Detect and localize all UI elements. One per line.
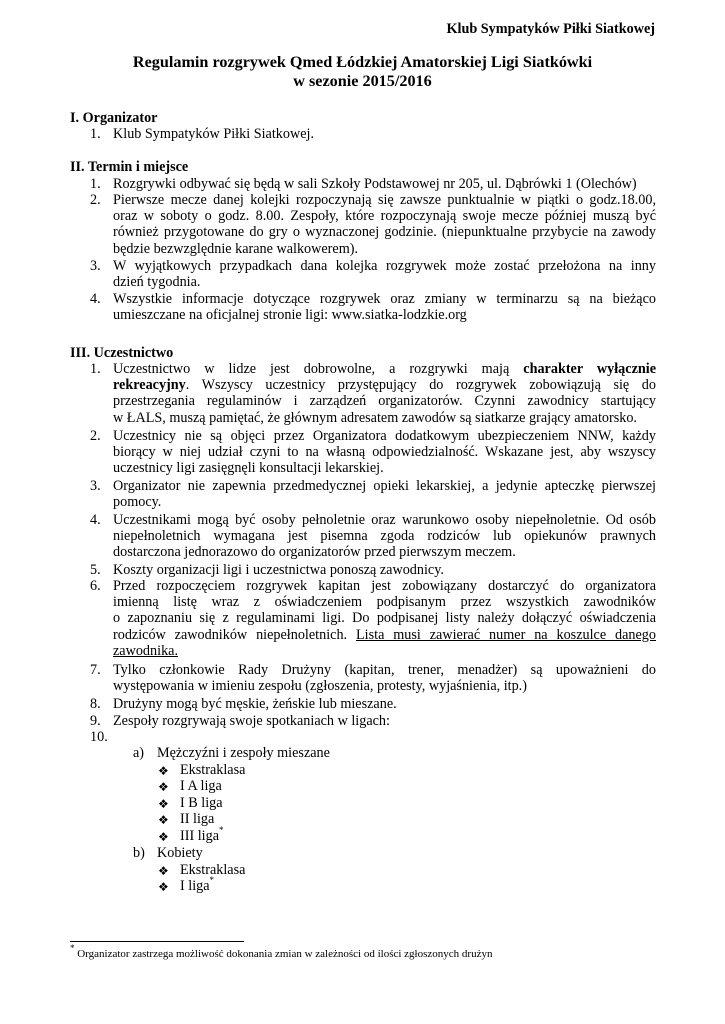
item-text-line: dostarczona jednorazowo do organizatorów przed pierwszym meczem. — [113, 544, 516, 561]
diamond-bullet-icon: ❖ — [158, 830, 169, 844]
diamond-bullet-icon: ❖ — [158, 864, 169, 878]
diamond-bullet-icon: ❖ — [158, 764, 169, 778]
list-item — [90, 428, 656, 477]
club-header: Klub Sympatyków Piłki Siatkowej — [446, 21, 655, 37]
league-item: II liga — [180, 811, 215, 827]
league-name: III liga — [180, 828, 219, 844]
league-item — [180, 825, 224, 844]
league-item: Ekstraklasa — [180, 862, 246, 878]
list-item — [90, 578, 656, 659]
item-text-line: Uczestnikami mogą być osoby pełnoletnie oraz warunkowo osoby niepełnoletnie. Od osób — [113, 512, 656, 528]
item-text-line: będzie bezwzględnie karane walkowerem). — [113, 240, 358, 257]
bold-text: rekreacyjny — [113, 377, 186, 394]
list-item — [90, 662, 656, 694]
section-heading-date-place: II. Termin i miejsce — [70, 159, 189, 175]
item-text-line: o zapoznaniu się z regulaminami ligi. Do podpisanej listy należy dołączyć oświadczenia — [113, 610, 656, 627]
item-text-line: występowania w imieniu zespołu (zgłoszenia, protesty, wyjaśnienia, itp.) — [113, 678, 527, 695]
league-item: I A liga — [180, 778, 222, 794]
item-text-line: Organizator nie zapewnia przedmedycznej opieki lekarskiej, a jedynie apteczkę pierwszej — [113, 478, 656, 494]
item-text: Zespoły rozgrywają swoje spotkaniach w ligach: — [113, 713, 390, 729]
item-number: 9. — [90, 713, 101, 729]
underlined-text: zawodnika. — [113, 642, 179, 659]
item-text-line: Uczestnicy nie są objęci przez Organizatora dodatkowym ubezpieczeniem NNW, każdy — [113, 428, 656, 444]
item-number: 6. — [90, 578, 101, 594]
item-text-line — [113, 377, 656, 393]
list-item — [90, 258, 656, 290]
footnote — [70, 943, 493, 961]
item-text: Koszty organizacji ligi i uczestnictwa ponoszą zawodnicy. — [113, 562, 444, 578]
league-item — [180, 875, 215, 894]
item-number: 4. — [90, 512, 101, 528]
text-run: . Wszyscy uczestnicy przystępujący do rozgrywek zobowiązują się do — [185, 377, 656, 394]
list-item — [90, 361, 656, 426]
item-text-line: Tylko członkowie Rady Drużyny (kapitan, trener, menadżer) są upoważnieni do — [113, 662, 656, 678]
footnote-mark: * — [70, 943, 75, 954]
league-item: Ekstraklasa — [180, 762, 246, 778]
list-item — [90, 713, 656, 729]
text-run: Uczestnictwo w lidze jest dobrowolne, a rozgrywki mają — [113, 361, 524, 377]
item-number: 4. — [90, 291, 101, 307]
item-text-line: Przed rozpoczęciem rozgrywek kapitan jest zobowiązany dostarczyć do organizatora — [113, 578, 656, 594]
item-text-line: Pierwsze mecze danej kolejki rozpoczynają się zawsze punktualnie w piątki o godz.18.00, — [113, 192, 656, 208]
item-text-line — [113, 361, 656, 377]
item-text-line: przestrzegania regulaminów i zarządzeń organizatorów. Czynni zawodnicy startujący — [113, 393, 656, 410]
item-text: Rozgrywki odbywać się będą w sali Szkoły Podstawowej nr 205, ul. Dąbrówki 1 (Olechów) — [113, 176, 637, 192]
item-number: 7. — [90, 662, 101, 678]
underlined-text: Lista musi zawierać numer na koszulce danego — [356, 626, 656, 643]
item-text-line: również przygotowane do gry o wyznaczonej godzinie. (niepunktualne przybycie na zawody — [113, 224, 656, 241]
item-text-line: biorący w niej udział czyni to na własną odpowiedzialność. Wskazane jest, aby wszyscy — [113, 444, 656, 461]
list-item — [90, 126, 656, 142]
diamond-bullet-icon: ❖ — [158, 780, 169, 794]
footnote-mark: * — [219, 825, 224, 836]
league-name: I liga — [180, 878, 210, 894]
text-run: rodziców zawodników niepełnoletnich. — [113, 626, 356, 643]
diamond-bullet-icon: ❖ — [158, 880, 169, 894]
item-text-line: dzień tygodnia. — [113, 274, 201, 291]
item-number: 2. — [90, 428, 101, 444]
list-item — [90, 512, 656, 561]
section-heading-organizer: I. Organizator — [70, 110, 158, 126]
section-heading-participation: III. Uczestnictwo — [70, 345, 174, 361]
diamond-bullet-icon: ❖ — [158, 813, 169, 827]
item-number: 1. — [90, 176, 101, 192]
item-number: 1. — [90, 126, 101, 142]
item-number: 10. — [90, 729, 108, 745]
list-item — [90, 192, 656, 257]
title-line-2: w sezonie 2015/2016 — [293, 72, 432, 90]
item-text-line — [113, 627, 656, 643]
list-item — [90, 562, 656, 578]
league-item: I B liga — [180, 795, 223, 811]
item-number: 3. — [90, 478, 101, 494]
item-text-line: oraz w soboty o godz. 8.00. Zespoły, które rozpoczynają swoje mecze później muszą być — [113, 208, 656, 225]
diamond-bullet-icon: ❖ — [158, 797, 169, 811]
item-text-line: niepełnoletnich wymagana jest pisemna zgoda rodziców lub opiekunów prawnych — [113, 528, 656, 545]
sublist-text-men-mixed: Mężczyźni i zespoły mieszane — [157, 745, 330, 761]
item-text-line: uczestnicy ligi zasięgnęli konsultacji lekarskiej. — [113, 460, 384, 477]
item-number: 5. — [90, 562, 101, 578]
bold-text: charakter wyłącznie — [523, 361, 656, 377]
item-text-line: w ŁALS, muszą pamiętać, że głównym adresatem zawodów są siatkarze grający amatorsko. — [113, 409, 637, 426]
item-text-line: W wyjątkowych przypadkach dana kolejka rozgrywek może zostać przełożona na inny — [113, 258, 656, 274]
item-text: Drużyny mogą być męskie, żeńskie lub mieszane. — [113, 696, 397, 712]
item-text-line: pomocy. — [113, 494, 162, 511]
item-number: 2. — [90, 192, 101, 208]
item-number: 1. — [90, 361, 101, 377]
document-title — [0, 53, 725, 91]
footnote-text: Organizator zastrzega możliwość dokonania zmian w zależności od ilości zgłoszonych drużyn — [74, 948, 493, 960]
item-text-line: imienną listę wraz z oświadczeniem podpisanym przez wszystkich zawodników — [113, 594, 656, 611]
list-item — [90, 478, 656, 510]
sublist-label-b: b) — [133, 845, 145, 861]
sublist-label-a: a) — [133, 745, 145, 761]
item-number: 8. — [90, 696, 101, 712]
footnote-separator — [70, 941, 244, 942]
item-text-line — [113, 643, 656, 659]
list-item — [90, 291, 656, 323]
item-number: 3. — [90, 258, 101, 274]
item-text: Klub Sympatyków Piłki Siatkowej. — [113, 126, 314, 142]
item-text-line: Wszystkie informacje dotyczące rozgrywek oraz zmiany w terminarzu są na bieżąco — [113, 291, 656, 307]
list-item — [90, 176, 656, 192]
list-item — [90, 696, 656, 712]
title-line-1: Regulamin rozgrywek Qmed Łódzkiej Amatorskiej Ligi Siatkówki — [132, 53, 593, 71]
sublist-text-women: Kobiety — [157, 845, 203, 861]
item-text-line: umieszczane na oficjalnej stronie ligi: www.siatka-lodzkie.org — [113, 307, 467, 324]
footnote-mark: * — [209, 875, 215, 886]
